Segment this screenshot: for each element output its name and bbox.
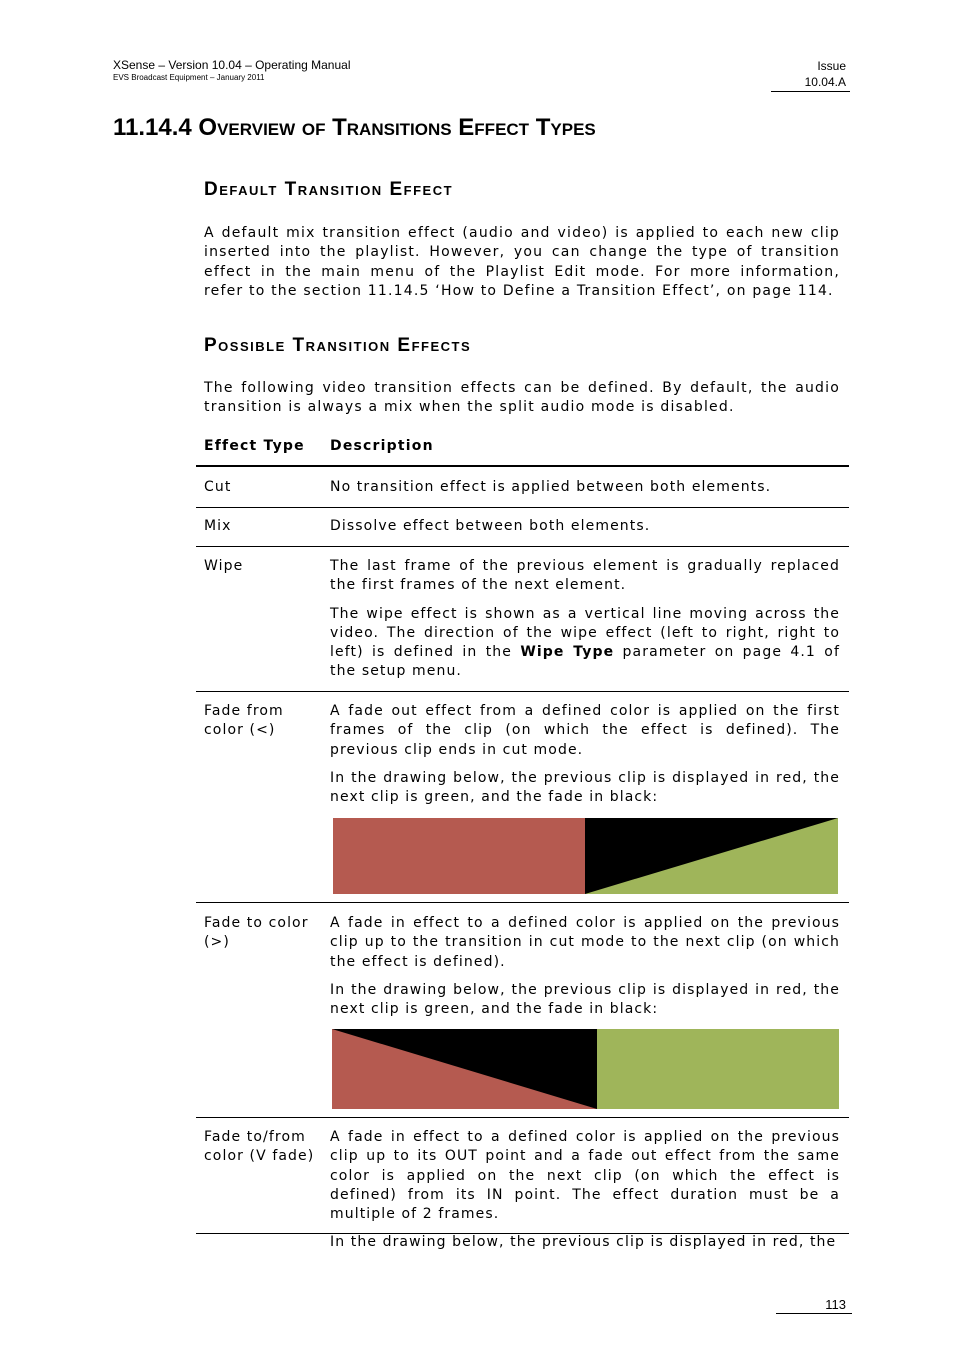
fade-from-p2: In the drawing below, the previous clip is displayed in red, the next clip is green, and the fade in black: [330,769,840,806]
effect-type-fade-to-color: Fade to color (>) [204,915,309,951]
possible-effects-paragraph: The following video transition effects can be defined. By default, the audio transition is always a mix when the split audio mode is disabled. [204,380,840,416]
description-mix: Dissolve effect between both elements. [330,518,651,534]
manual-title: XSense – Version 10.04 – Operating Manual [113,58,351,72]
section-title: 11.14.4 Overview of Transitions Effect Types [113,114,596,141]
column-header-effect-type: Effect Type [204,438,305,454]
fade-to-color-diagram [332,1029,839,1109]
description-wipe-p2 [330,605,840,682]
issue-label: Issue [817,59,846,73]
description-cut: No transition effect is applied between both elements. [330,479,772,495]
v-fade-p2: In the drawing below, the previous clip is displayed in red, the [330,1234,837,1251]
table-header-rule [196,465,849,467]
previous-clip-red [333,818,585,894]
fade-to-p1: A fade in effect to a defined color is applied on the previous clip up to the transition in cut mode to the next clip (on which the effect is defined). [330,915,840,970]
wipe-type-parameter: Wipe Type [520,644,615,661]
row-divider [196,1117,849,1118]
default-effect-heading: Default Transition Effect [204,179,454,200]
table-bottom-rule [196,1233,849,1234]
description-fade-to-color [330,914,840,1028]
fade-to-p2: In the drawing below, the previous clip is displayed in red, the next clip is green, and the fade in black: [330,981,840,1018]
next-clip-green [597,1029,839,1109]
row-divider [196,546,849,547]
page-number: 113 [825,1297,846,1312]
footer-divider [776,1313,852,1314]
description-wipe [330,557,840,691]
header-divider [771,91,850,92]
manual-subtitle: EVS Broadcast Equipment – January 2011 [113,73,265,82]
column-header-description: Description [330,438,434,454]
running-header [113,58,351,83]
effect-type-wipe: Wipe [204,558,244,574]
effect-type-mix: Mix [204,518,232,534]
issue-number: 10.04.A [804,75,846,89]
possible-effects-heading: Possible Transition Effects [204,335,472,356]
wipe-text-pre: The wipe effect is shown as a vertical line moving across the video. The direction of the wipe effect (left to right, right to left) is defined in the [330,605,840,661]
effect-type-v-fade: Fade to/from color (V fade) [204,1129,315,1165]
description-v-fade [330,1128,840,1262]
fade-from-p1: A fade out effect from a defined color is applied on the first frames of the clip (on which the effect is defined). The previous clip ends in cut mode. [330,703,840,758]
description-fade-from-color [330,702,840,816]
wipe-text-post: parameter on page 4.1 of the setup menu. [330,644,840,680]
description-wipe-p1: The last frame of the previous element is gradually replaced the first frames of the next element. [330,558,840,594]
row-divider [196,507,849,508]
effect-type-fade-from-color: Fade from color (<) [204,703,284,739]
default-effect-paragraph: A default mix transition effect (audio and video) is applied to each new clip inserted into the playlist. However, you can change the type of transition effect in the main menu of the Playlist Edit mode. For more information, refer to the section 11.14.5 ‘How to Define a Transition Effect’, on page 114. [204,225,840,299]
issue-block [805,58,846,90]
fade-from-color-diagram [333,818,838,894]
v-fade-p1: A fade in effect to a defined color is applied on the previous clip up to its OUT point and a fade out effect from the same color is applied on the next clip (on which the effect is defined) from its IN point. The effect duration must be a multiple of 2 frames. [330,1129,840,1223]
row-divider [196,902,849,903]
effect-type-cut: Cut [204,479,232,495]
row-divider [196,691,849,692]
